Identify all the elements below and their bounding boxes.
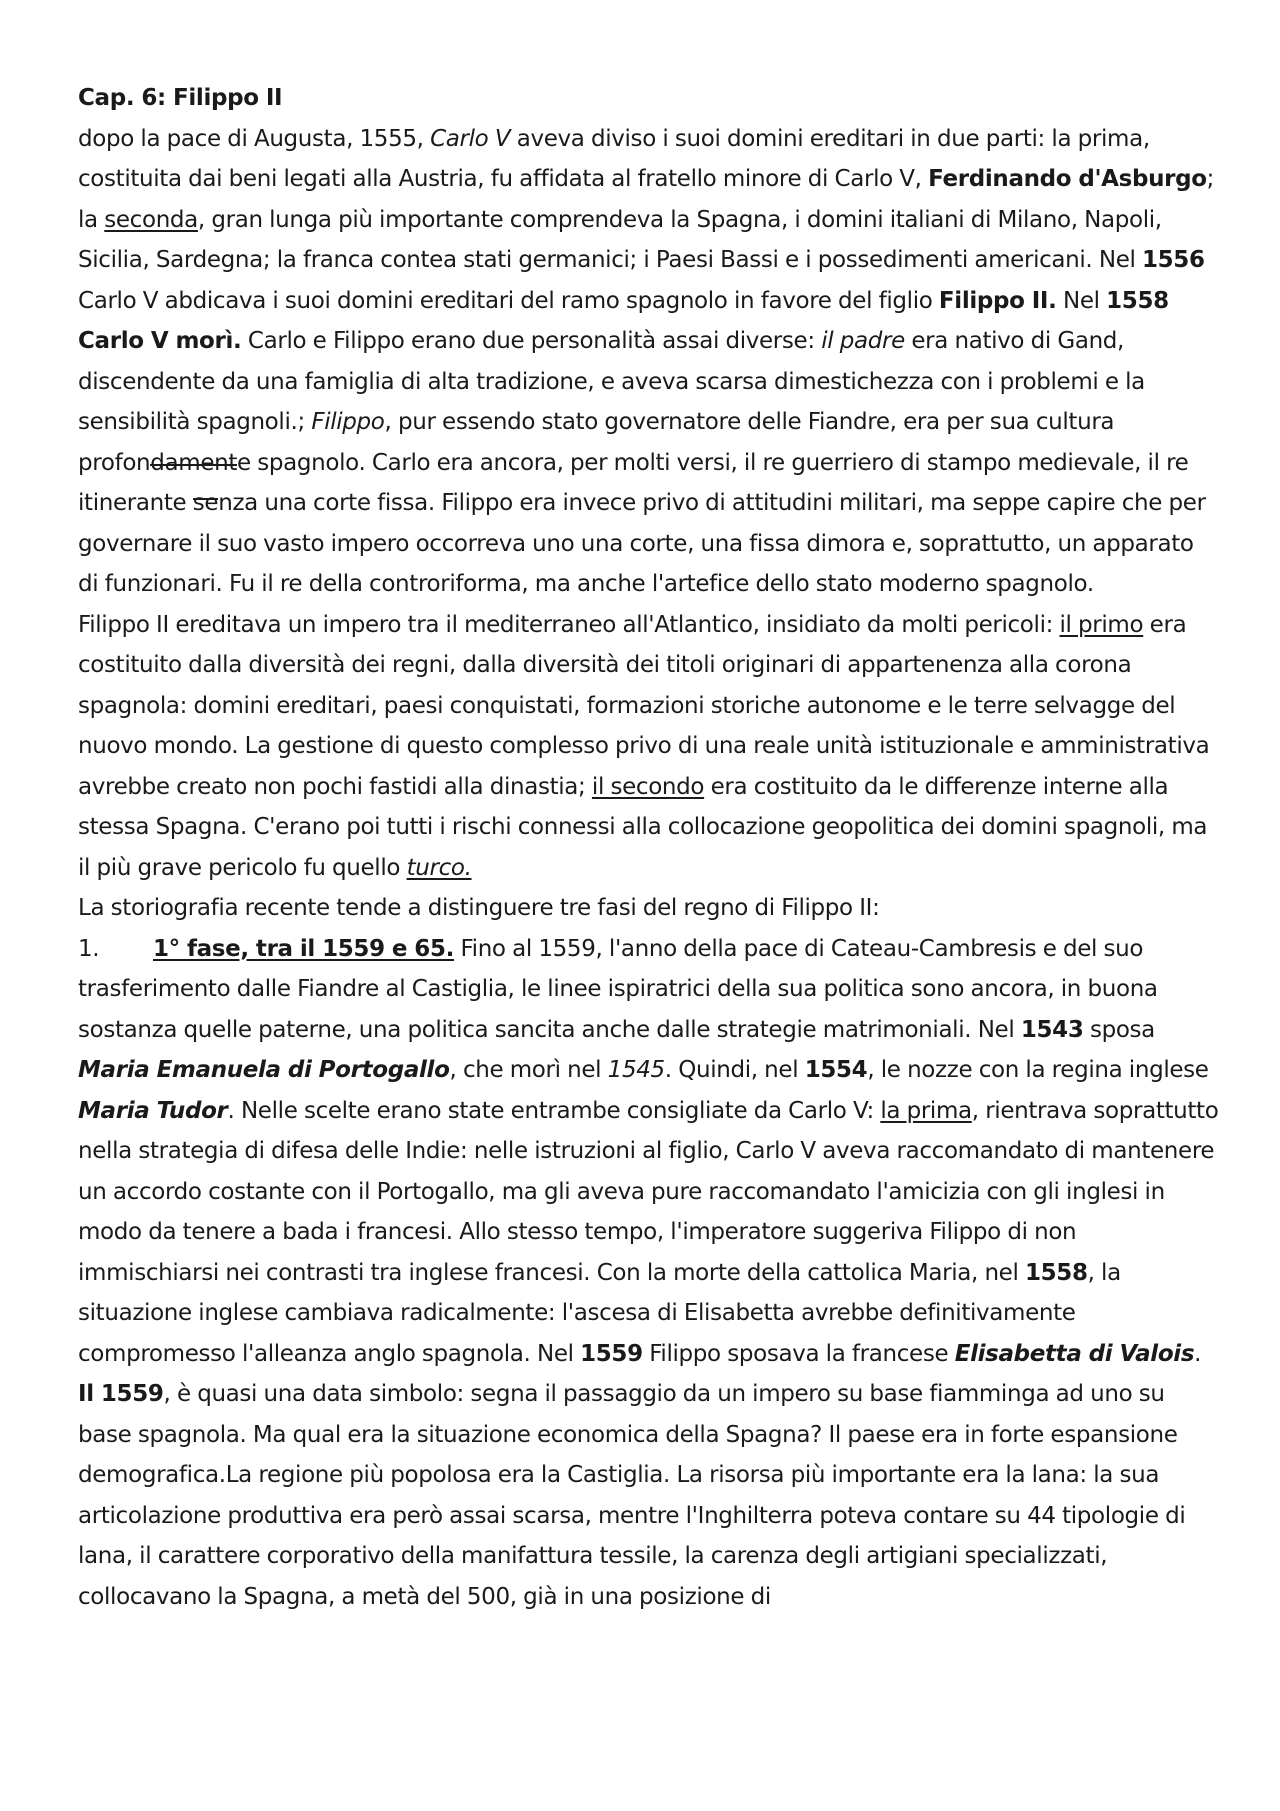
paragraph-dangers <box>78 605 1220 889</box>
text-run-bold-italic: Maria Emanuela di Portogallo <box>78 1057 450 1083</box>
text-run: ; la <box>78 166 1215 233</box>
text-run: , le nozze con la regina inglese <box>867 1057 1209 1083</box>
text-run: . Quindi, nel <box>664 1057 805 1083</box>
text-run-bold: 1558 Carlo V morì. <box>78 287 1169 354</box>
text-run-bold: 1556 <box>1142 247 1205 273</box>
text-run-bold: 1559 <box>580 1340 643 1367</box>
text-run-underline: seconda <box>104 206 198 233</box>
text-run-underline: il primo <box>1059 611 1144 638</box>
text-run: Filippo II ereditava un impero tra il mediterraneo all'Atlantico, insidiato da molti pericoli: <box>78 611 1060 638</box>
text-run: era costituito da le differenze interne alla stessa Spagna. C'erano poi tutti i rischi connessi alla collocazione geopolitica dei domini spagnoli, ma il più grave pericolo fu quello <box>78 773 1208 881</box>
text-run: e spagnolo. Carlo era ancora, per molti versi, il re guerriero di stampo medievale, il re itinerante <box>78 449 1189 516</box>
text-run-italic: Filippo <box>311 409 385 435</box>
text-run: , gran lunga più importante comprendeva la Spagna, i domini italiani di Milano, Napoli, Sicilia, Sardegna; la franca contea stati germanici; i Paesi Bassi e i possedimenti americani. Nel <box>78 206 1162 273</box>
text-run: . <box>1194 1340 1202 1367</box>
text-run: , rientrava soprattutto nella strategia di difesa delle Indie: nelle istruzioni al figlio, Carlo V aveva raccomandato di mantenere un accordo costante con il Portogallo, ma gli aveva pure raccomandato l'amicizia con gli inglesi in modo da tenere a bada i francesi. Allo stesso tempo, l'imperatore suggeriva Filippo di non immischiarsi nei contrasti tra inglese francesi. Con la morte della cattolica Maria, nel <box>78 1097 1219 1286</box>
text-run-bold: Il 1559 <box>78 1381 164 1407</box>
text-run: Fino al 1559, l'anno della pace di Cateau-Cambresis e del suo trasferimento dalle Fiandre al Castiglia, le linee ispiratrici della sua politica sono ancora, in buona sostanza quelle paterne, una politica sancita anche dalle strategie matrimoniali. Nel <box>78 935 1158 1043</box>
text-run: , che morì nel <box>449 1057 608 1083</box>
text-run-bold: 1558 <box>1024 1259 1088 1286</box>
text-run-italic: 1545 <box>607 1057 665 1083</box>
text-run: era nativo di Gand, discendente da una famiglia di alta tradizione, e aveva scarsa dimestichezza con i problemi e la sensibilità spagnoli.; <box>78 328 1145 435</box>
text-run-bold: 1543 <box>1020 1016 1084 1043</box>
text-run-underline: il secondo <box>591 773 705 800</box>
text-run: Nel <box>1056 287 1107 314</box>
text-run: nza una corte fissa. Filippo era invece privo di attitudini militari, ma seppe capire che per governare il suo vasto impero occorreva uno una corte, una fissa dimora e, soprattutto, un apparato di funzionari. Fu il re della controriforma, ma anche l'artefice dello stato moderno spagnolo. <box>78 490 1206 597</box>
chapter-title <box>78 78 1220 119</box>
text-run-bold: 1554 <box>804 1057 868 1083</box>
text-run-bold-underline: 1° fase, tra il 1559 e 65. <box>153 935 454 962</box>
list-item-phase-1 <box>78 929 1220 1618</box>
text-run-bold-italic: Elisabetta di Valois <box>954 1340 1195 1367</box>
text-run-bold-italic: Maria Tudor <box>78 1097 228 1124</box>
text-run: Carlo e Filippo erano due personalità assai diverse: <box>241 328 822 354</box>
text-run: Carlo V abdicava i suoi domini ereditari del ramo spagnolo in favore del figlio <box>78 287 939 314</box>
text-run-bold: Ferdinando d'Asburgo <box>928 166 1207 192</box>
text-run-italic: Carlo V <box>430 125 511 152</box>
list-number: 1. <box>78 935 100 962</box>
text-run: . Nelle scelte erano state entrambe consigliate da Carlo V: <box>227 1097 881 1124</box>
paragraph-phases-intro: La storiografia recente tende a distinguere tre fasi del regno di Filippo II: <box>78 895 880 921</box>
document-body <box>78 78 1220 1617</box>
text-run: , pur essendo stato governatore delle Fiandre, era per sua cultura profon <box>78 409 1115 476</box>
text-run-ink-stroke: dament <box>150 449 238 476</box>
chapter-title-text: Cap. 6: Filippo II <box>78 85 283 111</box>
text-run-italic-underline: turco. <box>406 854 472 881</box>
text-run: Filippo sposava la francese <box>642 1340 955 1367</box>
text-run: dopo la pace di Augusta, 1555, <box>78 125 431 152</box>
text-run-underline: la prima <box>880 1097 972 1124</box>
text-run-ink-overbar: se <box>192 490 219 516</box>
paragraph-intro <box>78 119 1220 605</box>
text-run-italic: il padre <box>821 328 905 354</box>
text-run: aveva diviso i suoi domini ereditari in due parti: la prima, costituita dai beni legati alla Austria, fu affidata al fratello minore di Carlo V, <box>78 125 1150 192</box>
text-run-bold: Filippo II. <box>938 287 1057 314</box>
text-run: sposa <box>1083 1016 1155 1043</box>
text-run: , la situazione inglese cambiava radicalmente: l'ascesa di Elisabetta avrebbe definitivamente compromesso l'alleanza anglo spagnola. Nel <box>78 1259 1121 1367</box>
text-run: , è quasi una data simbolo: segna il passaggio da un impero su base fiamminga ad uno su base spagnola. Ma qual era la situazione economica della Spagna? Il paese era in forte espansione demografica.La regione più popolosa era la Castiglia. La risorsa più importante era la lana: la sua articolazione produttiva era però assai scarsa, mentre l'Inghilterra poteva contare su 44 tipologie di lana, il carattere corporativo della manifattura tessile, la carenza degli artigiani specializzati, collocavano la Spagna, a metà del 500, già in una posizione di <box>78 1381 1186 1610</box>
text-run: era costituito dalla diversità dei regni, dalla diversità dei titoli originari di appartenenza alla corona spagnola: domini ereditari, paesi conquistati, formazioni storiche autonome e le terre selvagge del nuovo mondo. La gestione di questo complesso privo di una reale unità istituzionale e amministrativa avrebbe creato non pochi fastidi alla dinastia; <box>78 611 1210 800</box>
